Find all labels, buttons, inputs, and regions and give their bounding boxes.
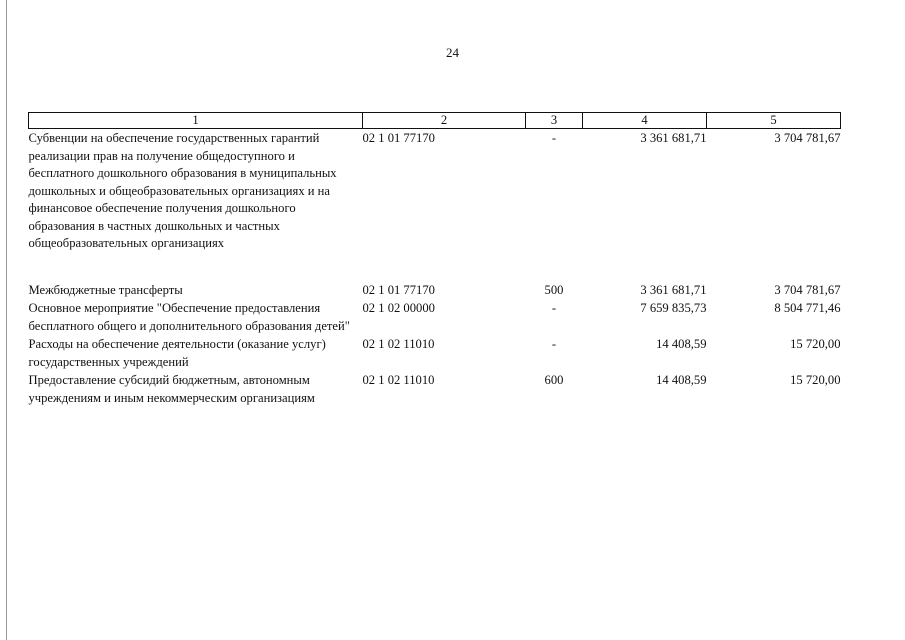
row-type: - [551, 337, 557, 351]
row-name: Основное мероприятие "Обеспечение предоставления бесплатного общего и дополнительного образования детей" [28, 301, 350, 333]
row-code: 02 1 02 11010 [362, 373, 435, 387]
table-row [29, 299, 841, 335]
row-sum-col5: 15 720,00 [790, 337, 841, 351]
row-code: 02 1 02 00000 [362, 301, 435, 315]
header-col-4: 4 [583, 113, 707, 129]
row-type: - [551, 301, 557, 315]
row-type: - [551, 131, 557, 145]
row-name: Расходы на обеспечение деятельности (оказание услуг) государственных учреждений [28, 337, 326, 369]
header-col-3: 3 [526, 113, 583, 129]
table-row [29, 129, 841, 281]
row-code: 02 1 01 77170 [362, 282, 435, 297]
table-header-row [29, 113, 841, 129]
row-code: 02 1 01 77170 [362, 131, 435, 145]
row-sum-col5: 3 704 781,67 [774, 282, 841, 297]
row-sum-col4: 14 408,59 [656, 373, 707, 387]
row-type: 500 [544, 282, 564, 297]
row-name: Предоставление субсидий бюджетным, автономным учреждениям и иным некоммерческим организациям [28, 373, 315, 405]
table-row [29, 371, 841, 407]
table-row [29, 281, 841, 300]
row-name: Субвенции на обеспечение государственных гарантий реализации прав на получение общедоступного и бесплатного дошкольного образования в муниципальных дошкольных и общеобразовательных организациях и на финансовое обеспечение получения дошкольного образования в частных дошкольных и частных общеобразовательных организациях [28, 131, 337, 250]
row-sum-col4: 7 659 835,73 [640, 301, 707, 315]
page-scan-edge [6, 0, 7, 640]
row-type: 600 [544, 373, 564, 387]
row-sum-col4: 14 408,59 [656, 337, 707, 351]
row-name: Межбюджетные трансферты [28, 282, 183, 297]
header-col-2: 2 [363, 113, 526, 129]
row-code: 02 1 02 11010 [362, 337, 435, 351]
row-sum-col5: 3 704 781,67 [774, 131, 841, 145]
row-sum-col5: 15 720,00 [790, 373, 841, 387]
row-sum-col4: 3 361 681,71 [640, 282, 707, 297]
header-col-5: 5 [707, 113, 841, 129]
table-row [29, 335, 841, 371]
header-col-1: 1 [29, 113, 363, 129]
row-sum-col5: 8 504 771,46 [774, 301, 841, 315]
page-number: 24 [446, 45, 459, 60]
row-sum-col4: 3 361 681,71 [640, 131, 707, 145]
budget-table [28, 112, 841, 407]
